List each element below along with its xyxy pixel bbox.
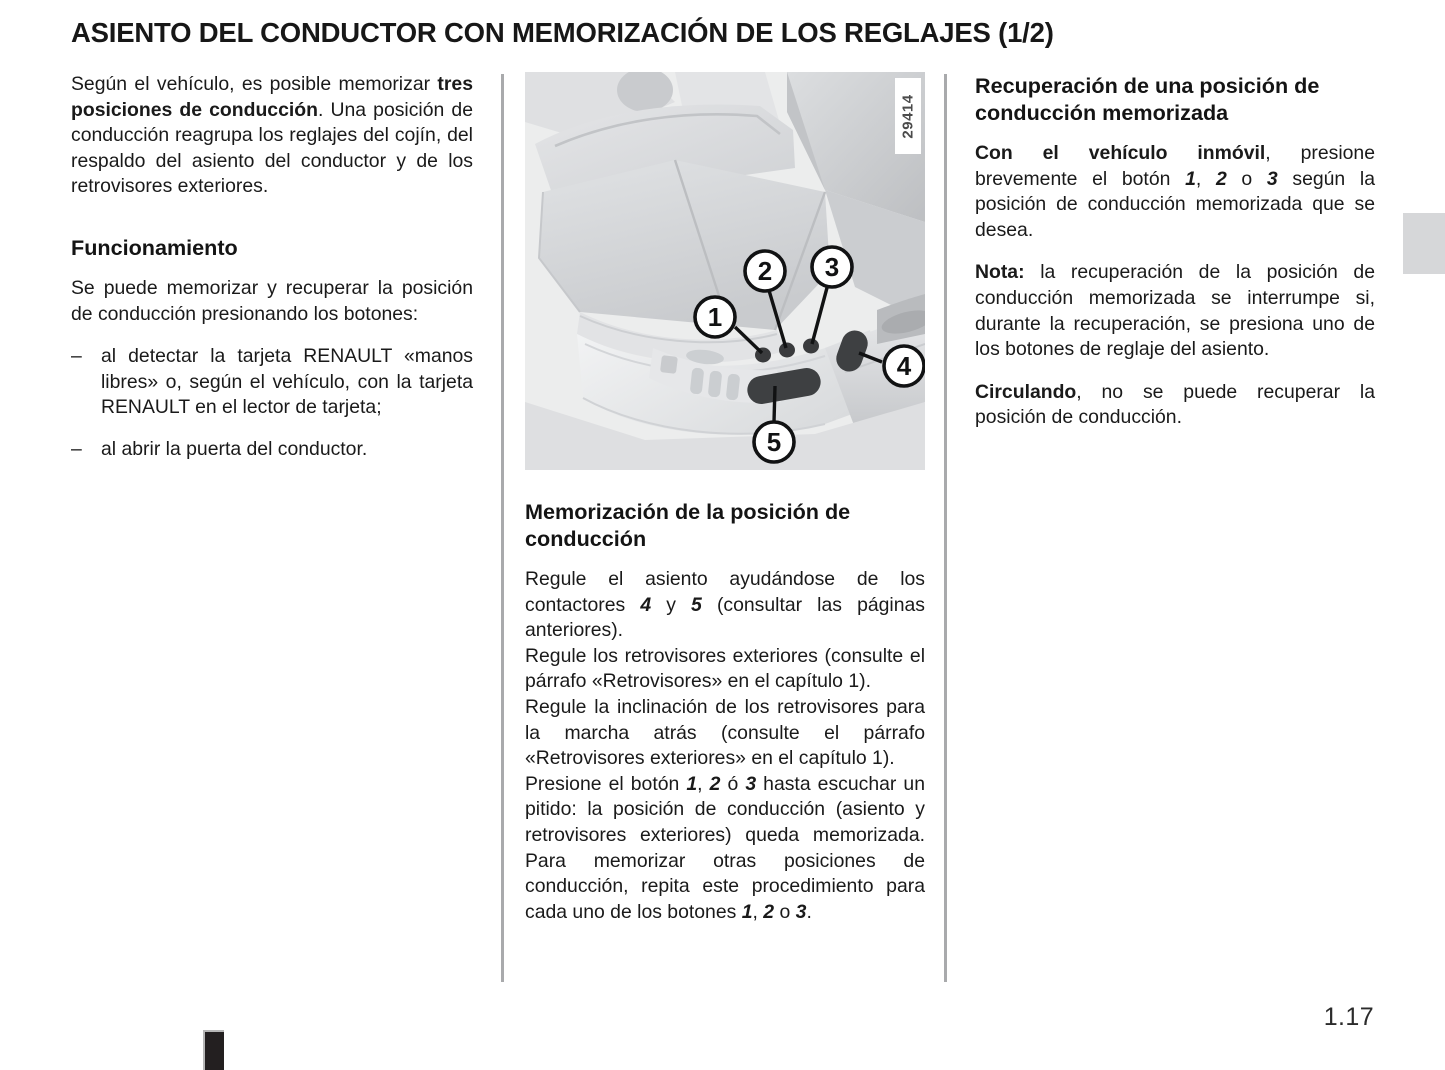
intro-paragraph bbox=[71, 72, 473, 200]
page-edge-tab bbox=[1403, 213, 1445, 274]
presione-part-2: , bbox=[697, 772, 710, 795]
circulando-text: , no se puede recuperar la posición de conducción. bbox=[975, 380, 1375, 429]
heading-funcionamiento: Funcionamiento bbox=[71, 234, 238, 260]
heading-recuperacion: Recuperación de una posición de conducción memorizada bbox=[975, 73, 1320, 125]
intro-bold: tres posiciones de conducción bbox=[71, 73, 473, 121]
regule-part-3: (consultar las páginas anteriores). bbox=[525, 593, 925, 642]
paragraph-regule-asiento bbox=[525, 567, 925, 644]
regule-part-1: Regule el asiento ayudándose de los contactores bbox=[525, 568, 925, 616]
list-item bbox=[71, 437, 473, 463]
paragraph-circulando bbox=[975, 380, 1375, 431]
callout-ref-3b: 3 bbox=[795, 900, 807, 923]
svg-text:1: 1 bbox=[707, 302, 723, 332]
paragraph-botones: Se puede memorizar y recuperar la posición de conducción presionando los botones: bbox=[71, 276, 473, 325]
callout-ref-1: 1 bbox=[686, 772, 698, 795]
heading-memorizacion: Memorización de la posición de conducción bbox=[525, 499, 851, 551]
chapter-thumb-marker bbox=[203, 1030, 224, 1070]
list-item-text: al abrir la puerta del conductor. bbox=[101, 437, 368, 460]
callout-ref-2: 2 bbox=[709, 772, 721, 795]
presione-part-3: ó bbox=[720, 772, 746, 795]
column-divider-left bbox=[501, 74, 504, 982]
svg-text:2: 2 bbox=[757, 256, 773, 286]
presione-part-4: hasta escuchar un pitido: la posición de conducción (asiento y retrovisores exteriores) queda memorizada. Para memorizar otras posiciones de conducción, repita este procedimiento para cada uno de los botones bbox=[525, 772, 925, 923]
list-item bbox=[71, 344, 473, 421]
memory-button-3 bbox=[803, 339, 819, 354]
callout-ref-1b: 1 bbox=[741, 900, 753, 923]
svg-text:4: 4 bbox=[896, 351, 912, 381]
list-item-text: al detectar la tarjeta RENAULT «manos libres» o, según el vehículo, con la tarjeta RENAULT en el lector de tarjeta; bbox=[101, 345, 473, 419]
dash-marker: – bbox=[71, 437, 82, 460]
callout-ref-1: 1 bbox=[1185, 167, 1196, 190]
callout-ref-4: 4 bbox=[640, 593, 652, 616]
page-number: 1.17 bbox=[1323, 1003, 1374, 1031]
paragraph-inmovil bbox=[975, 141, 1375, 243]
page-title: ASIENTO DEL CONDUCTOR CON MEMORIZACIÓN DE LOS REGLAJES (1/2) bbox=[71, 17, 1054, 48]
bullet-list bbox=[71, 344, 473, 462]
callout-ref-3: 3 bbox=[1266, 167, 1278, 190]
left-column bbox=[71, 72, 473, 463]
callout-ref-2b: 2 bbox=[763, 900, 775, 923]
paragraph-retrovisores: Regule los retrovisores exteriores (consulte el párrafo «Retrovisores» en el capítulo 1). bbox=[525, 644, 925, 693]
intro-part-2: . Una posición de conducción reagrupa los reglajes del cojín, del respaldo del asiento del conductor y de los retrovisores exteriores. bbox=[71, 98, 473, 198]
circulando-bold: Circulando bbox=[975, 380, 1077, 403]
nota-text: la recuperación de la posición de conducción memorizada se interrumpe si, durante la recuperación, se presiona uno de los botones de reglaje del asiento. bbox=[975, 261, 1375, 361]
intro-part-1: Según el vehículo, es posible memorizar bbox=[71, 73, 438, 95]
paragraph-inclinacion: Regule la inclinación de los retrovisores para la marcha atrás (consulte el párrafo «Retrovisores exteriores» en el capítulo 1). bbox=[525, 695, 925, 770]
callout-ref-5: 5 bbox=[691, 593, 702, 616]
presione-part-5: , bbox=[752, 900, 764, 923]
callout-ref-3: 3 bbox=[745, 772, 757, 795]
callout-ref-2: 2 bbox=[1215, 167, 1227, 190]
inmovil-part-2: , bbox=[1195, 167, 1216, 190]
dash-marker: – bbox=[71, 345, 82, 368]
inmovil-bold: Con el vehículo inmóvil bbox=[975, 142, 1266, 164]
inmovil-part-4: según la posición de conducción memorizada que se desea. bbox=[975, 167, 1375, 241]
paragraph-nota bbox=[975, 260, 1375, 362]
paragraph-presione bbox=[525, 772, 925, 926]
svg-text:3: 3 bbox=[824, 252, 840, 282]
nota-bold: Nota: bbox=[975, 261, 1025, 284]
inmovil-part-3: o bbox=[1226, 167, 1267, 190]
right-column bbox=[975, 72, 1375, 448]
inmovil-part-1: , presione brevemente el botón bbox=[975, 142, 1375, 190]
presione-part-7: . bbox=[806, 900, 812, 923]
presione-part-6: o bbox=[774, 900, 796, 923]
column-divider-right bbox=[944, 74, 947, 982]
memory-button-2 bbox=[779, 343, 795, 358]
seat-illustration bbox=[525, 72, 925, 470]
regule-part-2: y bbox=[651, 593, 692, 616]
figure-id-label: 29414 bbox=[895, 78, 921, 154]
middle-column bbox=[525, 72, 925, 942]
svg-text:5: 5 bbox=[766, 427, 782, 457]
presione-part-1: Presione el botón bbox=[525, 772, 687, 795]
